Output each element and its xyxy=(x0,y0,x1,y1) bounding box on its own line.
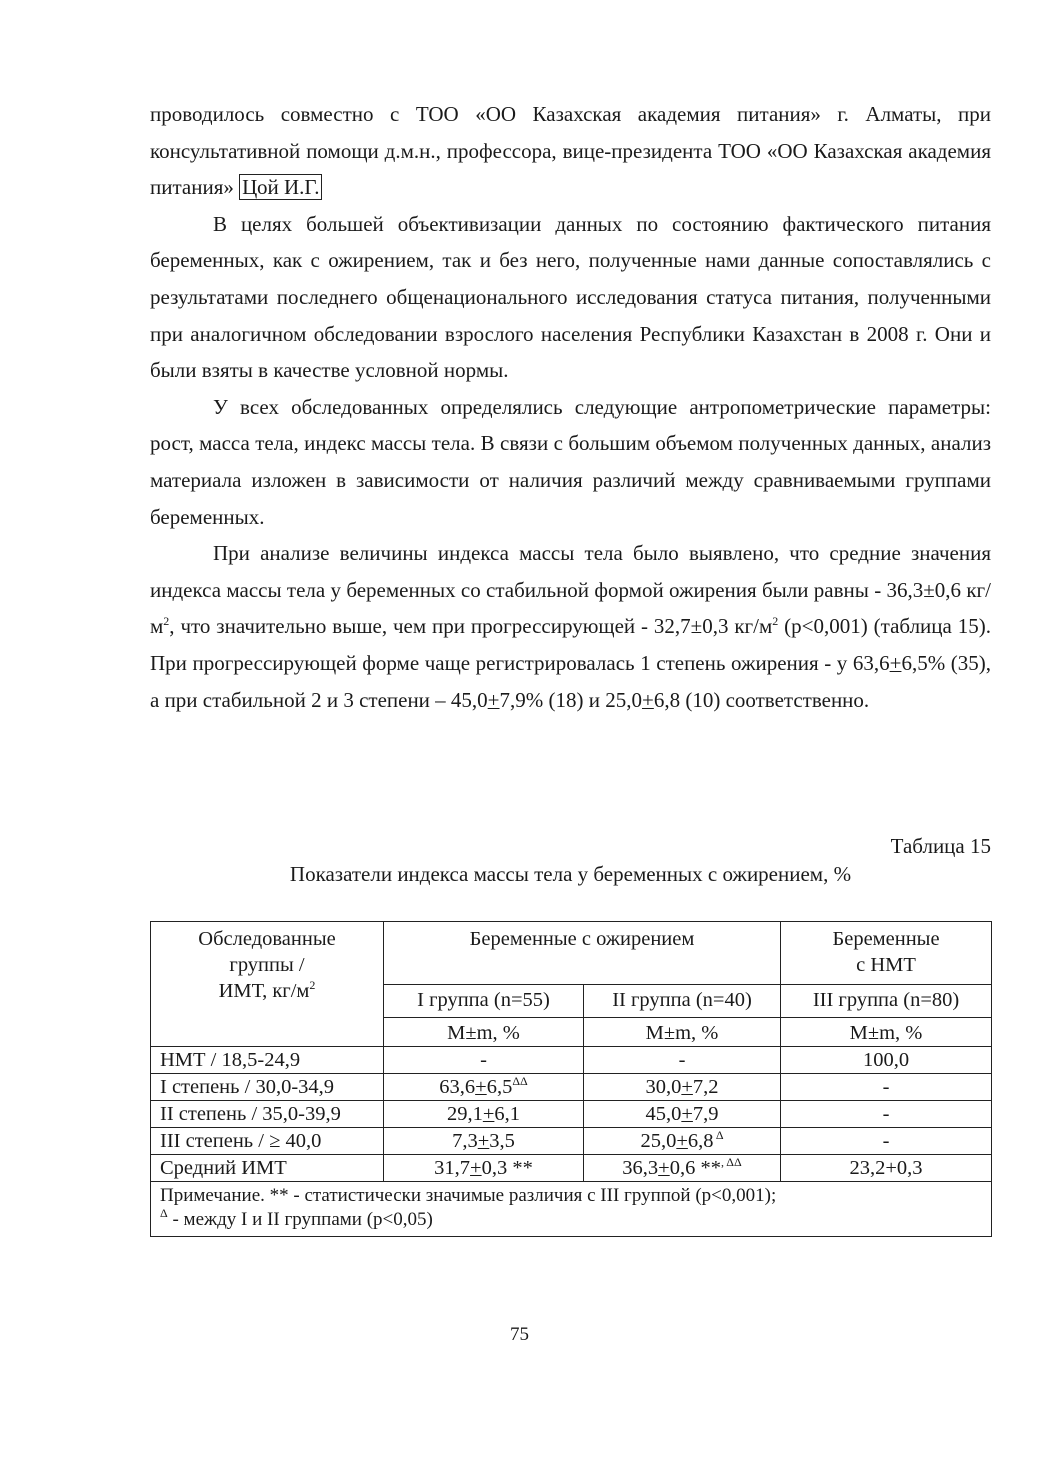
group2-value xyxy=(584,1047,781,1074)
header-group3: III группа (n=80) xyxy=(781,985,992,1018)
group2-value xyxy=(584,1128,781,1155)
table-row xyxy=(151,1074,992,1101)
page-number: 75 xyxy=(510,1324,529,1345)
group1-value xyxy=(384,1101,584,1128)
row-label: Средний ИМТ xyxy=(151,1155,384,1182)
plus-minus-sign: + xyxy=(681,1076,693,1098)
header-unit: M±m, % xyxy=(384,1018,584,1047)
cell-value: - xyxy=(480,1049,487,1071)
plus-minus-sign: + xyxy=(470,1157,482,1179)
table-note-row xyxy=(151,1182,992,1237)
table-row xyxy=(151,1155,992,1182)
row-label: II степень / 35,0-39,9 xyxy=(151,1101,384,1128)
group2-value xyxy=(584,1074,781,1101)
group3-value: 23,2+0,3 xyxy=(781,1155,992,1182)
significance-mark: Δ xyxy=(713,1128,724,1142)
note-text: Примечание. ** - статистически значимые различия с III группой (р<0,001); xyxy=(160,1185,777,1206)
significance-mark: Δ xyxy=(160,1206,168,1220)
plus-minus-sign: + xyxy=(475,1076,487,1098)
paragraph-4-text: 6,5% (35), а при стабильной 2 и 3 степени – 45,0 xyxy=(150,650,991,712)
plus-minus-sign: + xyxy=(477,1130,490,1152)
cell-value: 29,1+6,1 xyxy=(446,1103,521,1125)
table-title: Показатели индекса массы тела у беременных с ожирением, % xyxy=(289,862,852,886)
cell-value: 7,3+3,5 xyxy=(452,1130,515,1152)
significance-mark: ΔΔ xyxy=(512,1074,528,1088)
cell-value: 36,3+0,6 ** xyxy=(622,1157,721,1179)
table-row xyxy=(151,1101,992,1128)
paragraph-2: В целях большей объективизации данных по состоянию фактического питания беременных, как с ожирением, так и без него, полученные нами данные сопоставлялись с результатами последнего общенационального исследования статуса питания, полученными при аналогичном обследовании взрослого населения Республики Казахстан в 2008 г. Они и были взяты в качестве условной нормы. xyxy=(150,211,991,383)
note-text-part: - между I и II группами (р<0,05) xyxy=(167,1209,433,1230)
row-label: III степень / ≥ 40,0 xyxy=(151,1128,384,1155)
paragraph-4-text: 7,9% (18) и 25,0 xyxy=(499,687,642,712)
group1-value xyxy=(384,1047,584,1074)
group3-value: - xyxy=(781,1128,992,1155)
cell-value: - xyxy=(678,1049,686,1071)
header-unit-text: ИМТ, кг/м xyxy=(218,980,310,1002)
group1-value xyxy=(384,1128,584,1155)
superscript: 2 xyxy=(309,978,316,992)
header-groups-text xyxy=(157,978,377,1004)
group1-value xyxy=(384,1155,584,1182)
row-label: НМТ / 18,5-24,9 xyxy=(151,1047,384,1074)
plus-minus-sign: + xyxy=(482,1103,495,1125)
header-groups-text: Обследованные xyxy=(198,928,336,950)
plus-minus-sign: + xyxy=(658,1157,670,1179)
cell-value: 63,6+6,5 xyxy=(439,1076,513,1098)
paragraph-4-text: При анализе величины индекса массы тела было выявлено, что средние значения индекса массы тела у беременных со стабильной формой ожирения были равны - 36,3±0,6 кг/м xyxy=(150,541,991,639)
cell-value: 31,7+0,3 ** xyxy=(434,1157,533,1179)
table-note xyxy=(151,1182,992,1237)
bmi-table xyxy=(150,921,992,1237)
superscript: 2 xyxy=(163,614,170,629)
header-obese-cell: Беременные с ожирением xyxy=(384,922,781,985)
paragraph-4-text: (р<0,001) (таблица 15). При прогрессирующей форме чаще регистрировалась 1 степень ожирения - у 63,6 xyxy=(150,614,991,675)
plus-minus-sign: + xyxy=(641,687,654,712)
plus-minus-sign: + xyxy=(889,650,902,675)
highlighted-name: Цой И.Г. xyxy=(239,174,322,200)
superscript: 2 xyxy=(772,614,779,629)
header-group1: I группа (n=55) xyxy=(384,985,584,1018)
plus-minus-sign: + xyxy=(676,1130,688,1152)
table-label: Таблица 15 xyxy=(890,834,991,858)
header-normal-cell xyxy=(781,922,992,985)
cell-value: 45,0+7,9 xyxy=(645,1103,719,1125)
group2-value xyxy=(584,1101,781,1128)
paragraph-4 xyxy=(150,535,991,718)
group3-value: - xyxy=(781,1074,992,1101)
header-normal-text: с НМТ xyxy=(856,954,916,976)
group3-value: 100,0 xyxy=(781,1047,992,1074)
header-unit: M±m, % xyxy=(781,1018,992,1047)
plus-minus-sign: + xyxy=(681,1103,693,1125)
plus-minus-sign: + xyxy=(487,687,500,712)
header-normal-text: Беременные xyxy=(832,928,940,950)
table-row xyxy=(151,1047,992,1074)
header-group2: II группа (n=40) xyxy=(584,985,781,1018)
paragraph-3: У всех обследованных определялись следующие антропометрические параметры: рост, масса тела, индекс массы тела. В связи с большим объемом полученных данных, анализ материала изложен в зависимости от наличия различий между сравниваемыми группами беременных. xyxy=(150,394,991,529)
header-groups-text: группы / xyxy=(229,954,305,976)
cell-value: 25,0+6,8 xyxy=(640,1130,714,1152)
paragraph-1 xyxy=(150,96,991,206)
table-header-row xyxy=(151,922,992,985)
group1-value xyxy=(384,1074,584,1101)
cell-value: 30,0+7,2 xyxy=(645,1076,719,1098)
paragraph-4-text: , что значительно выше, чем при прогрессирующей - 32,7±0,3 кг/м xyxy=(169,614,773,639)
table-row xyxy=(151,1128,992,1155)
header-unit: M±m, % xyxy=(584,1018,781,1047)
significance-mark: , ΔΔ xyxy=(720,1155,742,1169)
paragraph-1-text: проводилось совместно с ТОО «ОО Казахская академия питания» г. Алматы, при консультативной помощи д.м.н., профессора, вице-президента ТОО «ОО Казахская академия питания» xyxy=(150,102,991,200)
header-groups-cell xyxy=(151,922,384,1047)
group3-value: - xyxy=(781,1101,992,1128)
body-text xyxy=(150,96,991,718)
note-text xyxy=(160,1208,982,1232)
paragraph-4-text: 6,8 (10) соответственно. xyxy=(653,687,870,712)
group2-value xyxy=(584,1155,781,1182)
row-label: I степень / 30,0-34,9 xyxy=(151,1074,384,1101)
